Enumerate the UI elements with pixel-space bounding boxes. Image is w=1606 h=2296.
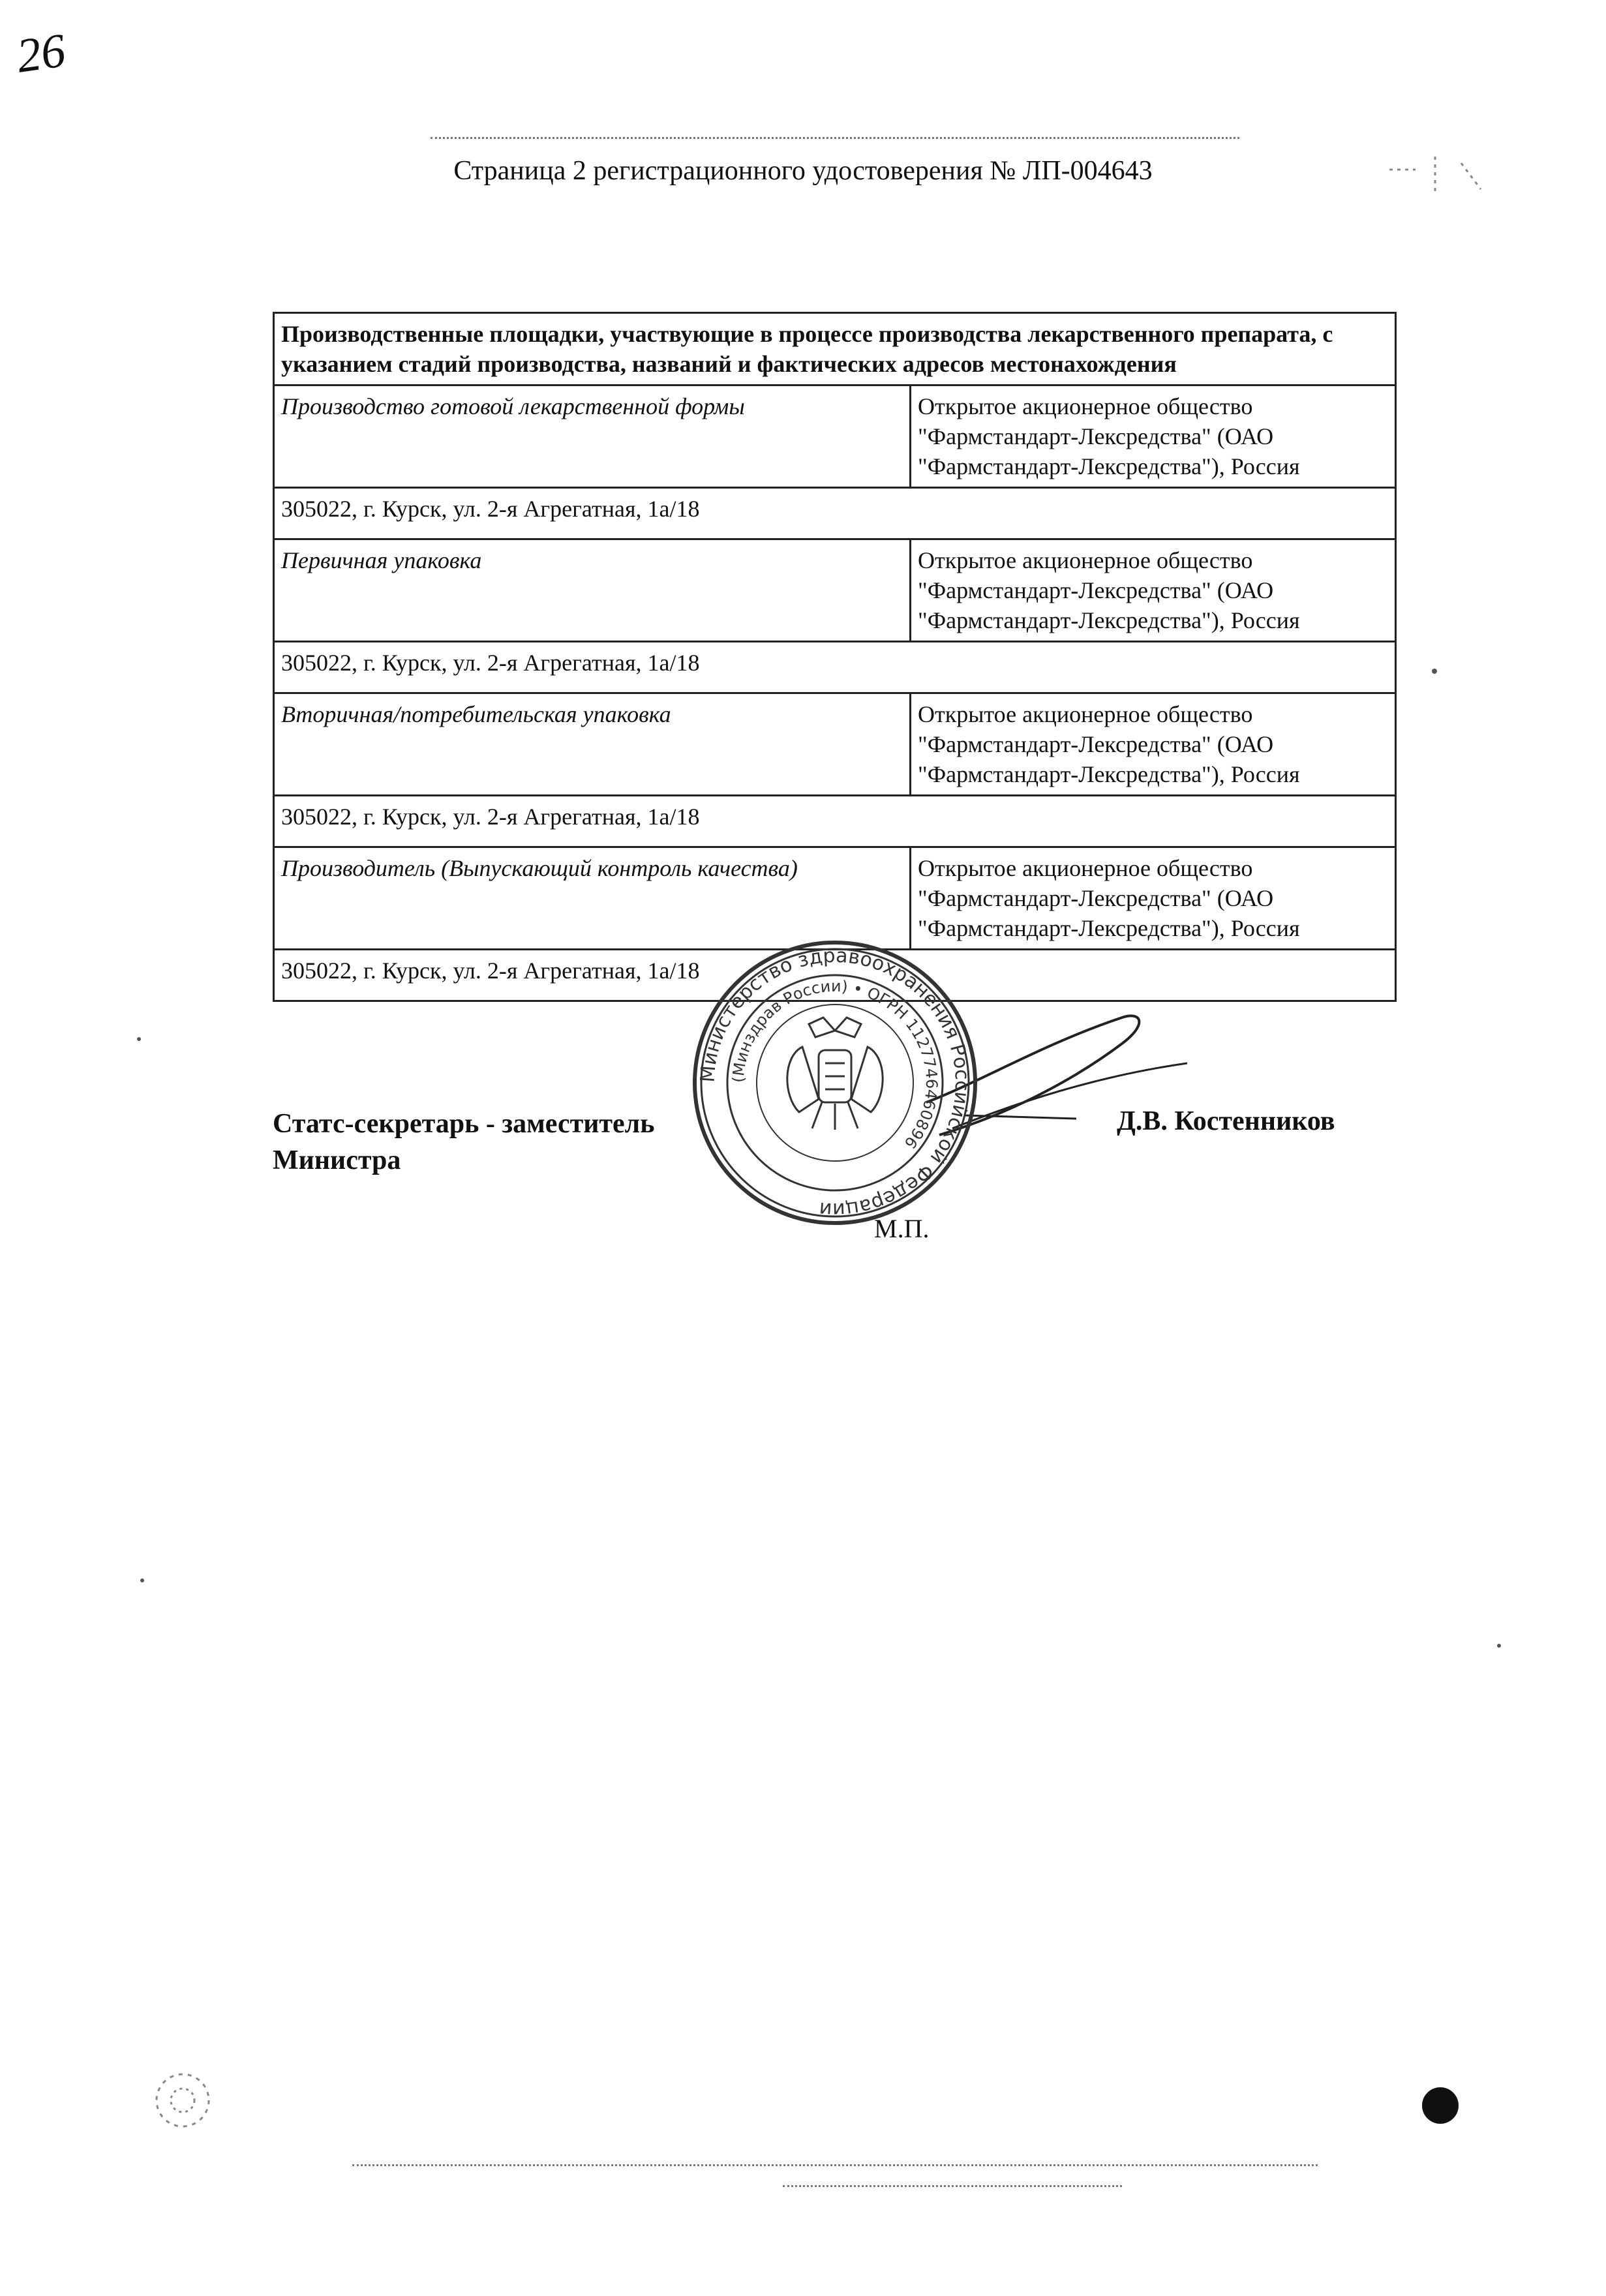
signatory-name: Д.В. Костенников xyxy=(1117,1106,1335,1136)
table-row xyxy=(274,796,1396,847)
scan-speck xyxy=(137,1037,141,1041)
site-address: 305022, г. Курск, ул. 2-я Агрегатная, 1а/18 xyxy=(274,950,1396,1001)
production-stage: Производитель (Выпускающий контроль качества) xyxy=(274,847,911,950)
scan-speck xyxy=(1497,1644,1501,1648)
scan-hole-punch xyxy=(1422,2087,1459,2124)
scan-artifact-corner xyxy=(1383,144,1500,222)
manufacturer-organization: Открытое акционерное общество "Фармстандарт-Лексредства" (ОАО "Фармстандарт-Лексредства"), Россия xyxy=(911,693,1396,796)
table-row xyxy=(274,385,1396,488)
manufacturer-organization: Открытое акционерное общество "Фармстандарт-Лексредства" (ОАО "Фармстандарт-Лексредства"), Россия xyxy=(911,847,1396,950)
seal-outer-text: Министерство здравоохранения Российской Федерации xyxy=(696,944,974,1222)
scan-artifact-top-line xyxy=(431,137,1239,139)
seal-inner-text: (Минздрав России) • ОГРН 1127746460896 xyxy=(729,976,941,1153)
production-stage: Первичная упаковка xyxy=(274,539,911,642)
production-stage: Производство готовой лекарственной формы xyxy=(274,385,911,488)
site-address: 305022, г. Курск, ул. 2-я Агрегатная, 1а/18 xyxy=(274,488,1396,539)
table-row xyxy=(274,642,1396,693)
site-address: 305022, г. Курск, ул. 2-я Агрегатная, 1а/18 xyxy=(274,796,1396,847)
signatory-title: Статс-секретарь - заместитель Министра xyxy=(273,1109,655,1175)
page-title: Страница 2 регистрационного удостоверения № ЛП-004643 xyxy=(453,156,1153,186)
official-seal-stamp xyxy=(685,933,985,1233)
table-row xyxy=(274,488,1396,539)
seal-place-label: М.П. xyxy=(874,1214,930,1243)
production-sites-table xyxy=(273,312,1397,1002)
site-address: 305022, г. Курск, ул. 2-я Агрегатная, 1а/18 xyxy=(274,642,1396,693)
coat-of-arms-eagle-icon xyxy=(787,1018,883,1130)
scan-speck xyxy=(1432,669,1437,674)
manufacturer-organization: Открытое акционерное общество "Фармстандарт-Лексредства" (ОАО "Фармстандарт-Лексредства"), Россия xyxy=(911,539,1396,642)
handwritten-page-number: 26 xyxy=(13,23,69,83)
scan-artifact-bottom-line-2 xyxy=(783,2185,1122,2187)
scan-artifact-bottom-line xyxy=(352,2164,1318,2166)
table-header-row xyxy=(274,313,1396,385)
table-row xyxy=(274,693,1396,796)
production-stage: Вторичная/потребительская упаковка xyxy=(274,693,911,796)
scan-artifact-corner xyxy=(130,2061,241,2139)
scan-speck xyxy=(140,1578,144,1582)
table-row xyxy=(274,539,1396,642)
manufacturer-organization: Открытое акционерное общество "Фармстандарт-Лексредства" (ОАО "Фармстандарт-Лексредства"), Россия xyxy=(911,385,1396,488)
table-heading: Производственные площадки, участвующие в процессе производства лекарственного препарата, с указанием стадий производства, названий и фактических адресов местонахождения xyxy=(274,313,1396,385)
